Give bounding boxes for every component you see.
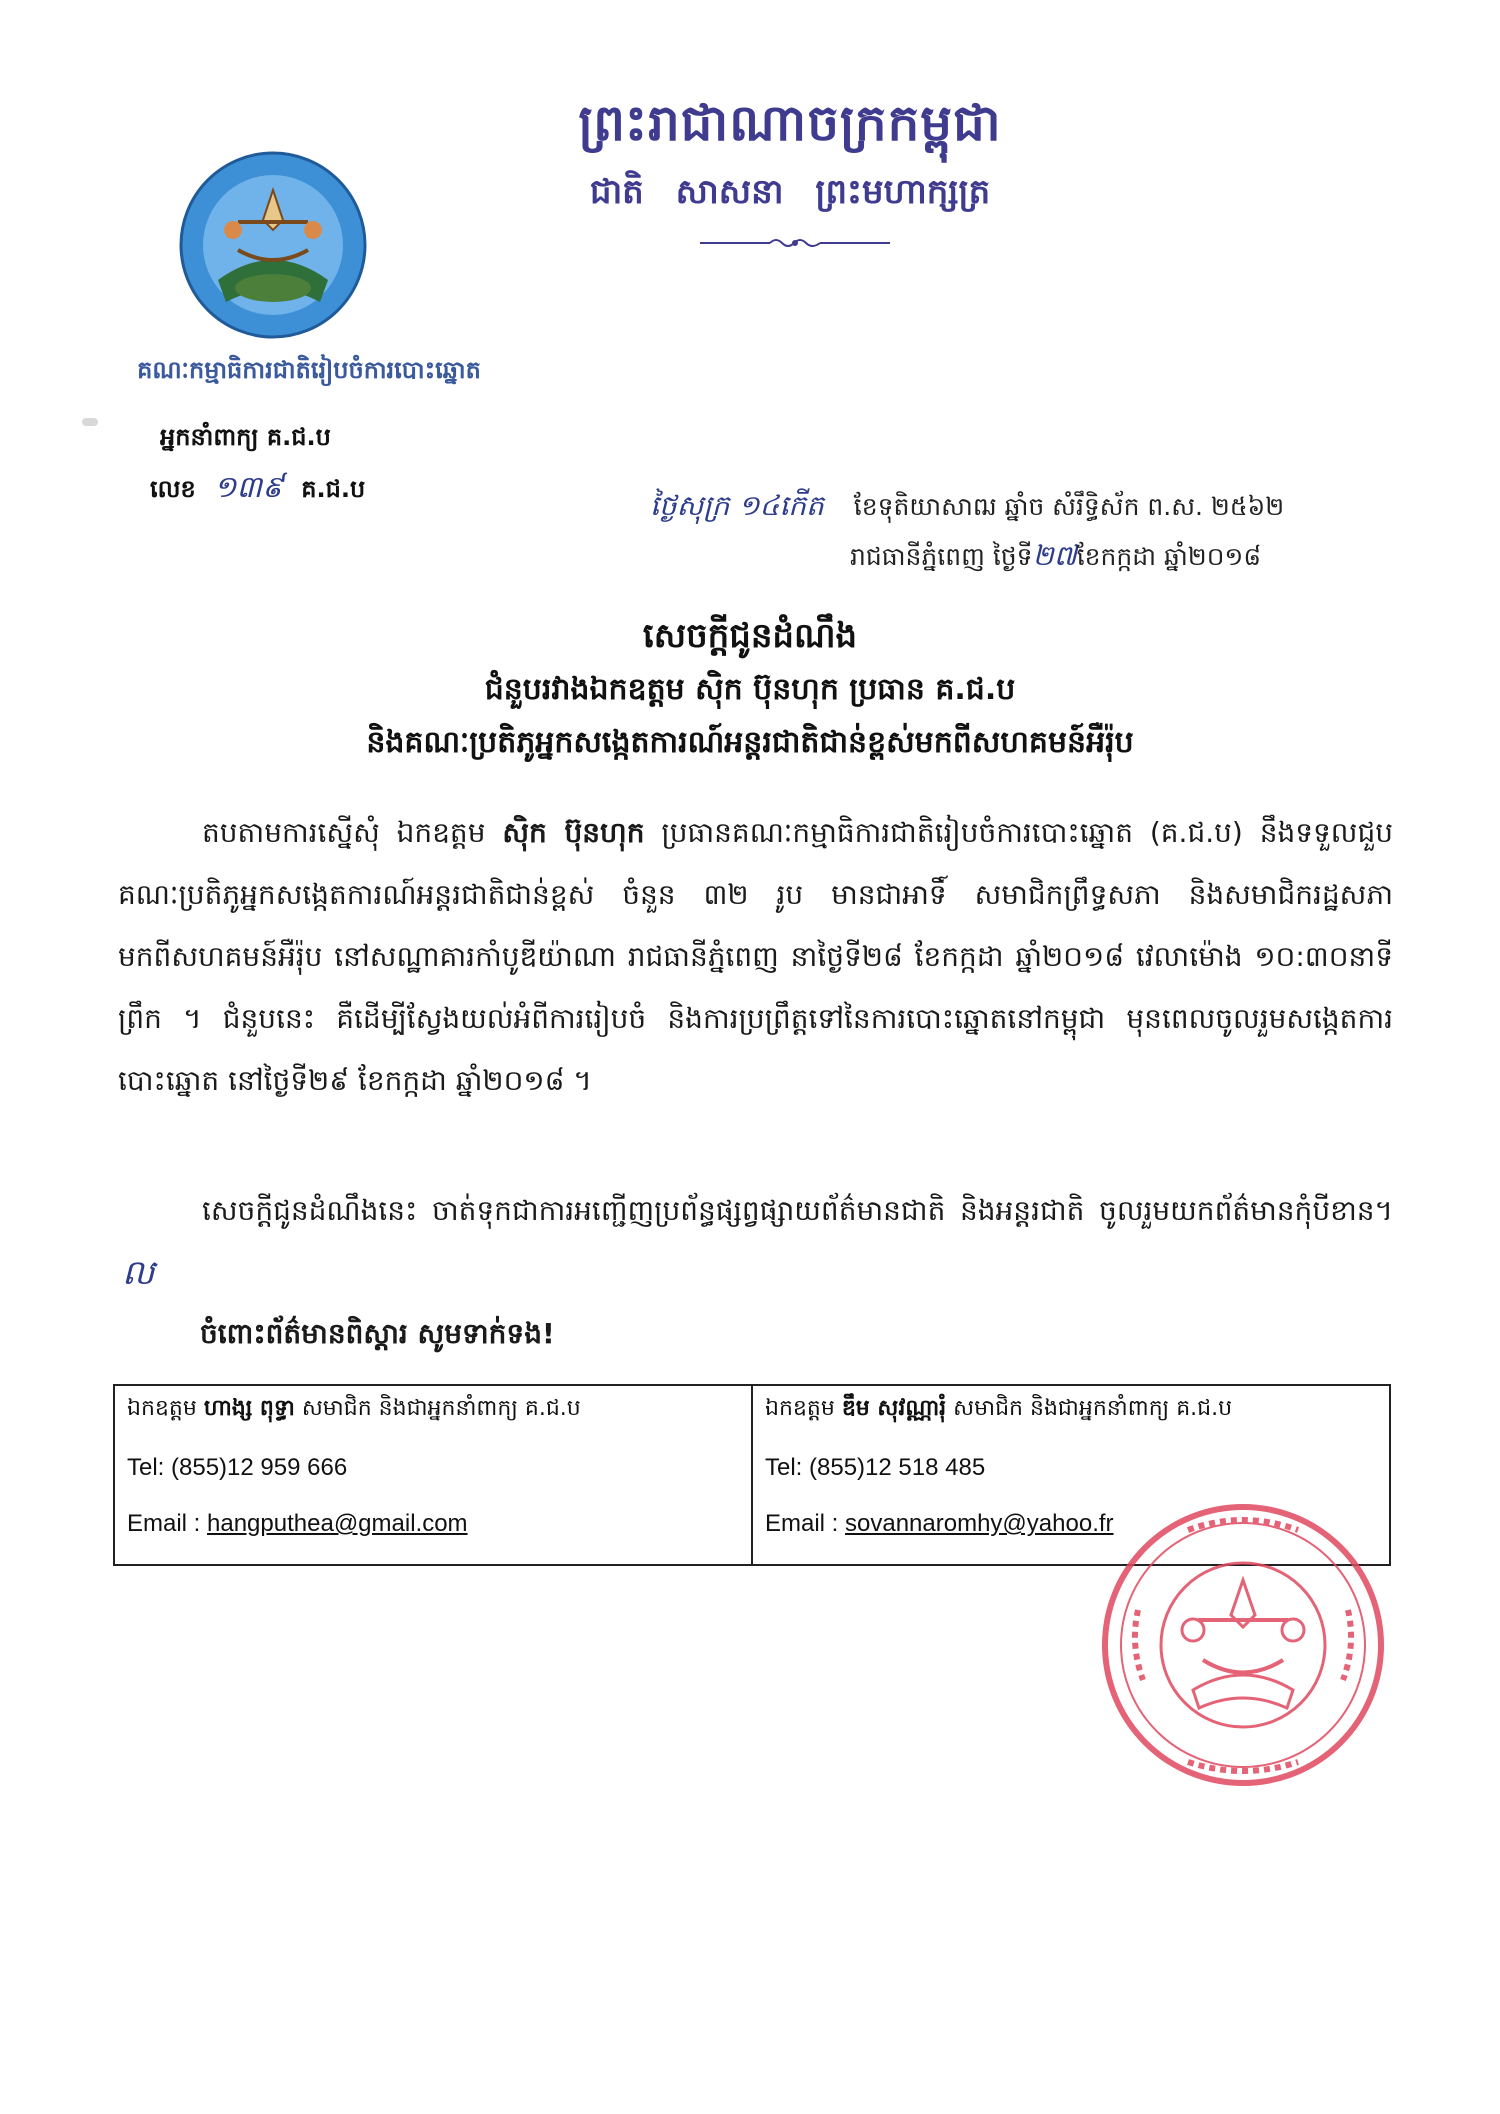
- contact-email-label: Email :: [765, 1510, 846, 1537]
- contact-email-link[interactable]: sovannaromhy@yahoo.fr: [845, 1510, 1114, 1537]
- contact-name-line: [765, 1394, 1377, 1426]
- contact-email-label: Email :: [127, 1510, 208, 1537]
- contact-email-line: [127, 1510, 739, 1538]
- body-paragraph-2: [118, 1180, 1393, 1306]
- document-title: សេចក្តីជូនដំណឹង: [642, 616, 858, 656]
- reference-number: [150, 468, 365, 512]
- solar-date-suffix: ខែកក្កដា ឆ្នាំ២០១៨: [1076, 542, 1262, 571]
- official-seal-icon: [1098, 1500, 1388, 1790]
- contact-title: ឯកឧត្តម: [127, 1396, 197, 1421]
- lunar-date-printed: ខែទុតិយាសាឍ ឆ្នាំច សំរឹទ្ធិស័ក ព.ស. ២៥៦២: [853, 492, 1285, 521]
- closing-line: ចំពោះព័ត៌មានពិស្តារ សូមទាក់ទង!: [200, 1317, 555, 1350]
- handwritten-mark: ល: [122, 1253, 155, 1293]
- contact-name: ហាង្ស ពុទ្ធា: [203, 1396, 295, 1421]
- contact-name: ឌឹម សុវណ្ណារុំ: [841, 1396, 947, 1421]
- kingdom-title: ព្រះរាជាណាចក្រកម្ពុជា: [578, 93, 1002, 152]
- solar-date-prefix: រាជធានីភ្នំពេញ ថ្ងៃទី: [850, 542, 1033, 571]
- contact-phone: Tel: (855)12 518 485: [765, 1454, 986, 1481]
- p1-president-name: សុិក ប៊ុនហុក: [502, 816, 645, 849]
- p2-body: សេចក្តីជូនដំណឹងនេះ ចាត់ទុកជាការអញ្ជើញប្រព័ន្ធផ្សព្វផ្សាយព័ត៌មានជាតិ និងអន្តរជាតិ ចូលរួមយកព័ត៌មានកុំបីខាន។: [202, 1194, 1393, 1227]
- contact-email-link[interactable]: hangputhea@gmail.com: [207, 1510, 468, 1537]
- ornament-divider-icon: [700, 236, 890, 250]
- contact-role: សមាជិក និងជាអ្នកនាំពាក្យ គ.ជ.ប: [301, 1396, 581, 1421]
- scan-mark: [82, 418, 98, 426]
- contact-card-1: [115, 1386, 751, 1564]
- contact-title: ឯកឧត្តម: [765, 1396, 835, 1421]
- lunar-date-handwritten: ថ្ងៃសុក្រ ១៤កើត: [650, 489, 824, 522]
- election-committee-logo: [178, 150, 368, 340]
- reference-number-handwritten: ១៣៩: [213, 470, 284, 505]
- body-paragraph-1: [118, 802, 1393, 1112]
- spokesman-label: អ្នកនាំពាក្យ គ.ជ.ប: [160, 423, 331, 451]
- contact-role: សមាជិក និងជាអ្នកនាំពាក្យ គ.ជ.ប: [953, 1396, 1233, 1421]
- reference-suffix: គ.ជ.ប: [301, 475, 366, 503]
- reference-prefix: លេខ: [150, 475, 196, 503]
- p1-intro: តបតាមការស្នើសុំ ឯកឧត្តម: [202, 816, 503, 849]
- organization-name: គណៈកម្មាធិការជាតិរៀបចំការបោះឆ្នោត: [137, 356, 481, 384]
- contact-phone: Tel: (855)12 959 666: [127, 1454, 348, 1481]
- lunar-date: [650, 488, 1284, 529]
- contact-name-line: [127, 1394, 739, 1426]
- document-subtitle-line-2: និងគណៈប្រតិភូអ្នកសង្កេតការណ៍អន្តរជាតិជាន់ខ្ពស់មកពីសហគមន៍អឺរ៉ុប: [366, 725, 1134, 760]
- document-subtitle-line-1: ជំនួបរវាងឯកឧត្តម សុិក ប៊ុនហុក ប្រធាន គ.ជ.ប: [484, 672, 1016, 707]
- p1-body: ប្រធានគណៈកម្មាធិការជាតិរៀបចំការបោះឆ្នោត (គ.ជ.ប) នឹងទទួលជួបគណៈប្រតិភូអ្នកសង្កេតការណ៍អន្តរជាតិជាន់ខ្ពស់ ចំនួន ៣២ រូប មានជាអាទិ៍ សមាជិកព្រឹទ្ធសភា និងសមាជិករដ្ឋសភា មកពីសហគមន៍អឺរ៉ុប នៅសណ្ឋាគារកាំបូឌីយ៉ាណា រាជធានីភ្នំពេញ នាថ្ងៃទី២៨ ខែកក្កដា ឆ្នាំ២០១៨ វេលាម៉ោង ១០:៣០នាទីព្រឹក ។ ជំនួបនេះ គឺដើម្បីស្វែងយល់អំពីការរៀបចំ និងការប្រព្រឹត្តទៅនៃការបោះឆ្នោតនៅកម្ពុជា មុនពេលចូលរួមសង្កេតការបោះឆ្នោត នៅថ្ងៃទី២៩ ខែកក្កដា ឆ្នាំ២០១៨ ។: [118, 816, 1393, 1097]
- solar-date-day: ២៧: [1032, 539, 1077, 572]
- solar-date: [850, 538, 1261, 579]
- kingdom-motto: ជាតិ សាសនា ព្រះមហាក្សត្រ: [589, 172, 991, 212]
